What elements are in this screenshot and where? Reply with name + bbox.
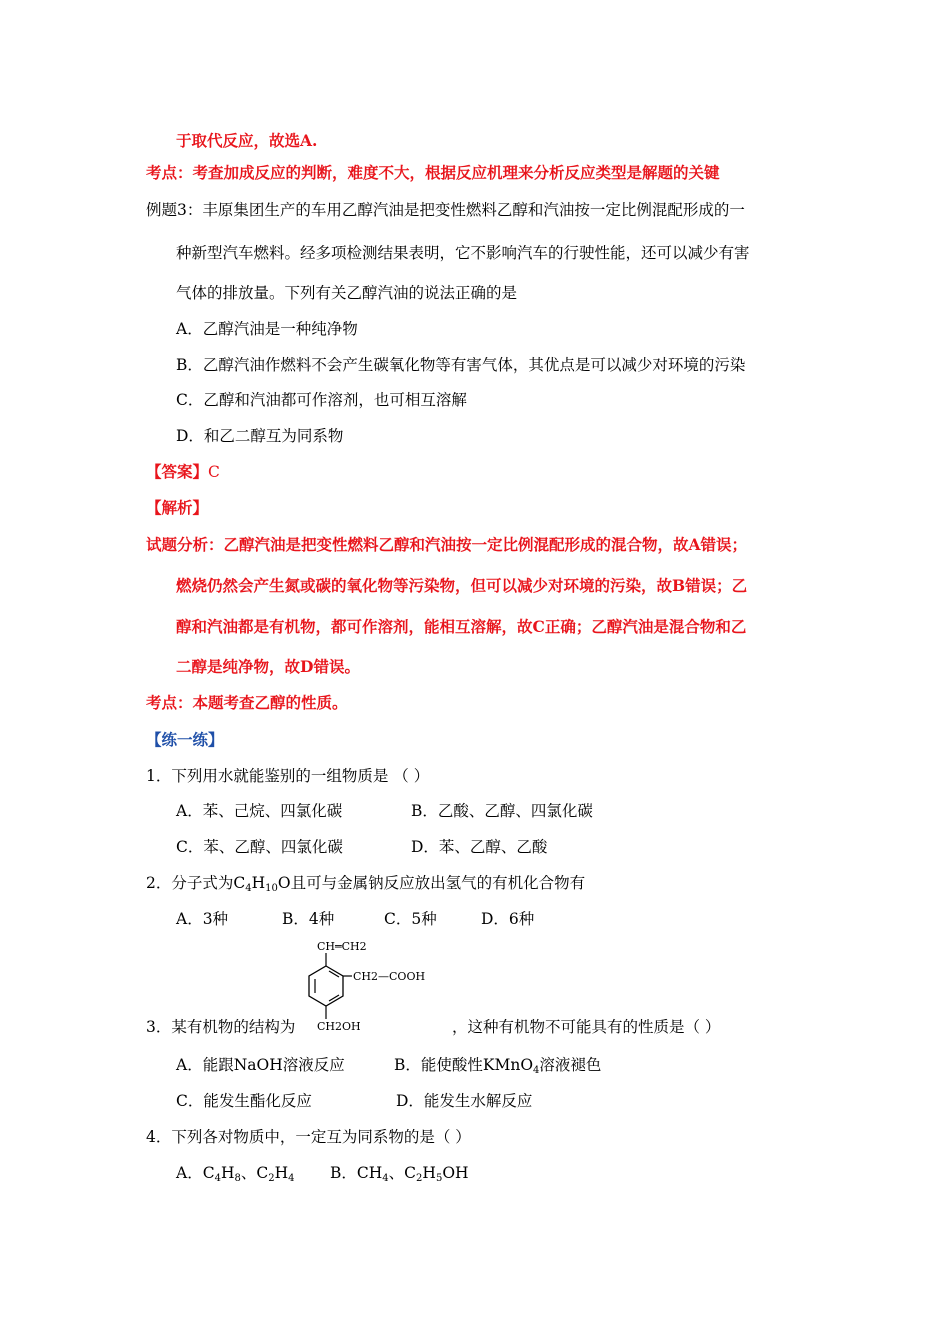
structural-formula: [296, 934, 456, 1044]
q4b-text: H: [422, 1164, 436, 1182]
analysis-label: 【解析】: [146, 498, 209, 517]
answer-value: C: [208, 463, 220, 481]
q2-option-b: B．4种: [282, 910, 335, 928]
question-3-end: ，这种有机物不可能具有的性质是（ ）: [452, 1018, 721, 1036]
q4a-text: H: [220, 1164, 235, 1182]
hydroxymethyl-group-label: CH2OH: [317, 1020, 361, 1033]
q4b-text: OH: [442, 1164, 469, 1182]
subscript: 10: [265, 883, 278, 894]
subscript: 8: [234, 1173, 241, 1184]
subscript: 4: [382, 1173, 389, 1184]
q2-text: H: [251, 874, 266, 892]
benzene-ring: [309, 966, 343, 1006]
text-line: 于取代反应，故选A.: [176, 131, 318, 150]
subscript: 5: [435, 1173, 443, 1184]
q2-option-a: A．3种: [176, 910, 229, 928]
subscript: 4: [288, 1173, 295, 1184]
structural-formula-drawing: [296, 934, 456, 1044]
q4b-text: B．CH: [330, 1164, 383, 1182]
q4b-text: 、C: [388, 1164, 417, 1182]
q4a-text: H: [274, 1164, 289, 1182]
option-c: C．乙醇和汽油都可作溶剂，也可相互溶解: [176, 391, 467, 409]
question-line: 种新型汽车燃料。经多项检测结果表明，它不影响汽车的行驶性能，还可以减少有害: [176, 244, 750, 262]
double-bond: [329, 971, 339, 977]
option-b: B．乙醇汽油作燃料不会产生碳氧化物等有害气体，其优点是可以减少对环境的污染: [176, 356, 746, 374]
q4-option-a: [176, 1163, 295, 1183]
question-4: 4．下列各对物质中，一定互为同系物的是（ ）: [146, 1128, 471, 1146]
q2-text: 2．分子式为C: [146, 874, 246, 892]
q1-option-b: B．乙酸、乙醇、四氯化碳: [411, 802, 593, 820]
q2-text: O且可与金属钠反应放出氢气的有机化合物有: [277, 874, 586, 892]
question-2: [146, 873, 585, 893]
question-line: 气体的排放量。下列有关乙醇汽油的说法正确的是: [176, 284, 518, 302]
q4a-text: A．C: [176, 1164, 215, 1182]
question-line: 例题3：丰原集团生产的车用乙醇汽油是把变性燃料乙醇和汽油按一定比例混配形成的一: [146, 201, 745, 219]
q3-option-a: A．能跟NaOH溶液反应: [176, 1056, 345, 1074]
q2-option-d: D．6种: [481, 910, 535, 928]
q4a-text: 、C: [240, 1164, 269, 1182]
analysis-line: 试题分析：乙醇汽油是把变性燃料乙醇和汽油按一定比例混配形成的混合物，故A错误；: [146, 535, 748, 554]
acetic-acid-group-label: CH2—COOH: [353, 970, 426, 983]
answer-label: 【答案】: [146, 462, 209, 481]
key-point-line: 考点：本题考查乙醇的性质。: [146, 693, 348, 712]
analysis-line: 醇和汽油都是有机物，都可作溶剂，能相互溶解，故C正确；乙醇汽油是混合物和乙: [176, 617, 747, 636]
q3b-text: B．能使酸性KMnO: [394, 1056, 534, 1074]
double-bond: [329, 995, 339, 1001]
option-d: D．和乙二醇互为同系物: [176, 427, 344, 445]
q3-option-c: C．能发生酯化反应: [176, 1092, 312, 1110]
subscript: 2: [416, 1173, 423, 1184]
subscript: 4: [533, 1065, 540, 1076]
q1-option-d: D．苯、乙醇、乙酸: [411, 838, 548, 856]
answer-line: [146, 462, 220, 482]
practice-heading: 【练一练】: [146, 730, 224, 749]
text-line: 考点：考查加成反应的判断，难度不大，根据反应机理来分析反应类型是解题的关键: [146, 163, 720, 182]
analysis-line: 燃烧仍然会产生氮或碳的氧化物等污染物，但可以减少对环境的污染，故B错误；乙: [176, 576, 748, 595]
question-1: 1．下列用水就能鉴别的一组物质是 （ ）: [146, 767, 430, 785]
q3-option-b: [394, 1055, 601, 1075]
q4-option-b: [330, 1163, 469, 1183]
analysis-line: 二醇是纯净物，故D错误。: [176, 657, 360, 676]
q1-option-a: A．苯、己烷、四氯化碳: [176, 802, 343, 820]
q3-option-d: D．能发生水解反应: [396, 1092, 533, 1110]
subscript: 4: [214, 1173, 221, 1184]
subscript: 2: [268, 1173, 275, 1184]
q1-option-c: C．苯、乙醇、四氯化碳: [176, 838, 343, 856]
q2-option-c: C．5种: [384, 910, 437, 928]
vinyl-group-label: CH═CH2: [317, 940, 367, 953]
q3b-text: 溶液褪色: [539, 1056, 602, 1074]
subscript: 4: [245, 883, 252, 894]
option-a: A．乙醇汽油是一种纯净物: [176, 320, 358, 338]
question-3-start: 3．某有机物的结构为: [146, 1018, 296, 1036]
